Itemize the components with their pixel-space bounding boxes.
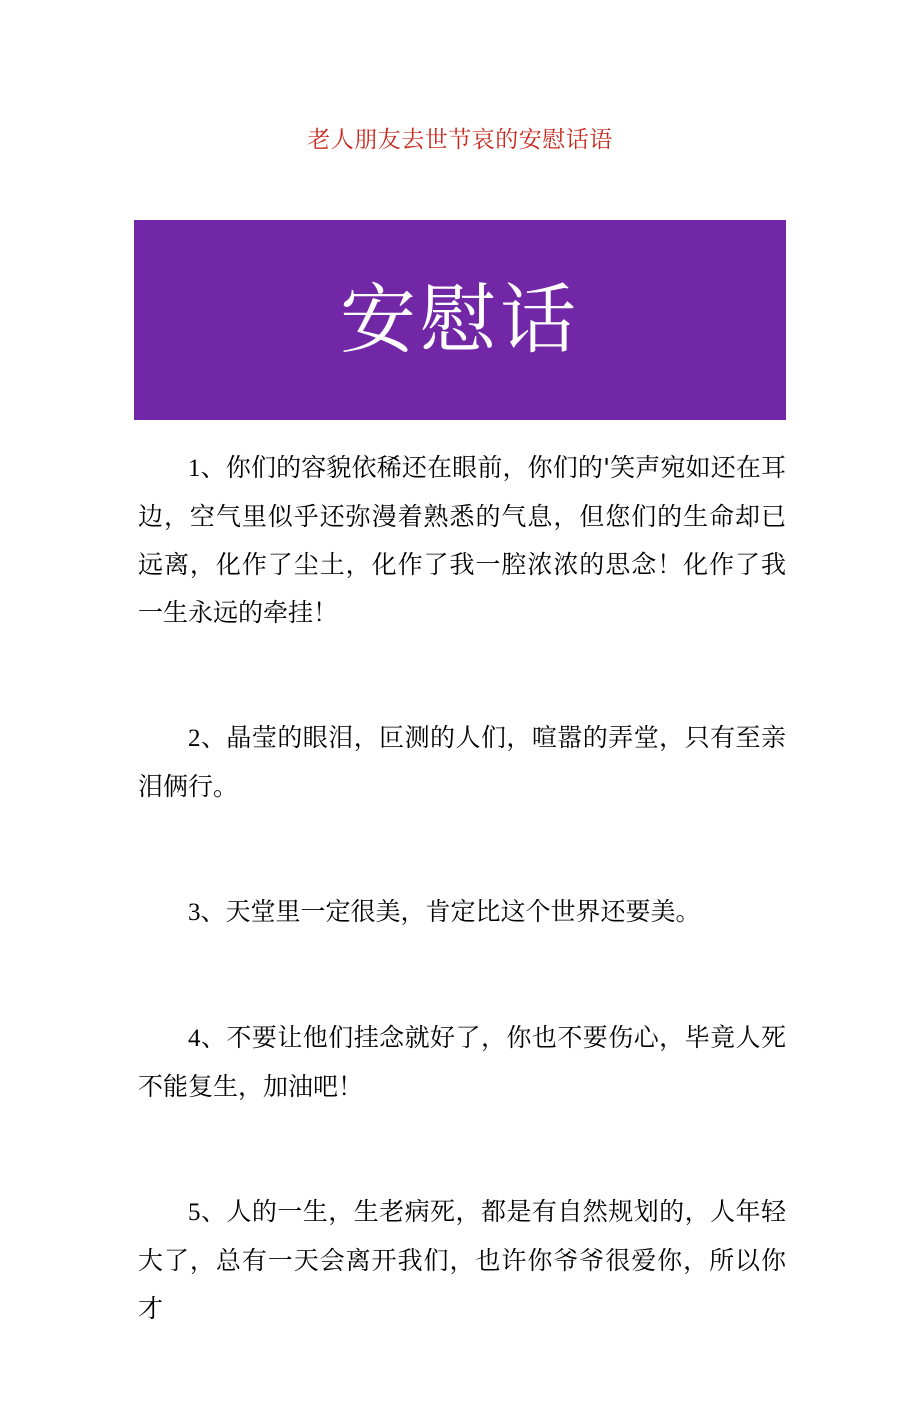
paragraph-text: 、晶莹的眼泪，叵测的人们，喧嚣的弄堂，只有至亲泪俩行。 [138, 723, 786, 801]
title-banner [134, 220, 786, 420]
paragraph-3 [138, 888, 786, 937]
paragraph-number: 1 [188, 455, 201, 482]
paragraph-number: 4 [188, 1025, 201, 1052]
paragraph-1 [138, 444, 786, 637]
page-title: 老人朋友去世节哀的安慰话语 [307, 127, 613, 153]
paragraph-2 [138, 714, 786, 811]
paragraph-4 [138, 1014, 786, 1111]
paragraph-text: 、天堂里一定很美，肯定比这个世界还要美。 [200, 897, 701, 926]
paragraph-number: 5 [188, 1199, 201, 1226]
paragraph-text: 、不要让他们挂念就好了，你也不要伤心，毕竟人死不能复生，加油吧！ [138, 1023, 786, 1101]
banner-text: 安慰话 [340, 275, 580, 364]
paragraph-5 [138, 1188, 786, 1333]
paragraph-number: 3 [188, 899, 201, 926]
paragraph-text: 、你们的容貌依稀还在眼前，你们的'笑声宛如还在耳边，空气里似乎还弥漫着熟悉的气息，但您们的生命却已远离，化作了尘土，化作了我一腔浓浓的思念！化作了我一生永远的牵挂！ [138, 453, 786, 627]
document-body [138, 444, 786, 1410]
paragraph-number: 2 [188, 725, 201, 752]
paragraph-text: 、人的一生，生老病死，都是有自然规划的，人年轻大了，总有一天会离开我们，也许你爷爷很爱你，所以你才 [138, 1197, 786, 1323]
